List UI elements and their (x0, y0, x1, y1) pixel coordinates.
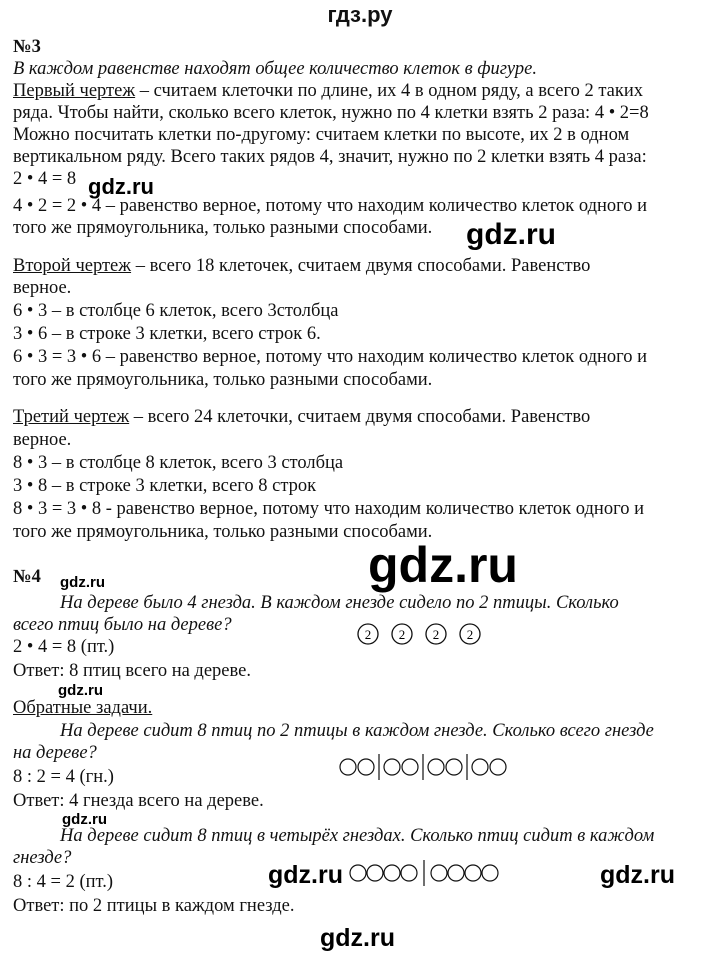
drawing3-line-2: верное. (13, 430, 72, 450)
nest-count-label: 2 (364, 627, 372, 642)
drawing1-line-4: вертикальном ряду. Всего таких рядов 4, значит, нужно по 2 клетки взять 4 раза: (13, 147, 647, 167)
problem1-equation: 2 • 4 = 8 (пт.) (13, 637, 115, 657)
task3-intro: В каждом равенстве находят общее количество клеток в фигуре. (13, 59, 537, 79)
problem3-equation: 8 : 4 = 2 (пт.) (13, 872, 113, 892)
problem2-equation: 8 : 2 = 4 (гн.) (13, 767, 114, 787)
watermark: gdz.ru (58, 682, 103, 699)
drawing1-label: Первый чертеж (13, 81, 136, 101)
watermark: gdz.ru (466, 218, 556, 251)
drawing2-label: Второй чертеж (13, 256, 132, 276)
problem2-line-2: на дереве? (13, 743, 97, 763)
drawing1-first-line (13, 80, 643, 102)
problem3-answer: Ответ: по 2 птицы в каждом гнезде. (13, 896, 295, 916)
problem1-line-1: На дереве было 4 гнезда. В каждом гнезде сидело по 2 птицы. Сколько (60, 593, 619, 613)
nest-circle (358, 624, 378, 644)
watermark: gdz.ru (268, 861, 343, 889)
nest-count-label: 2 (466, 627, 474, 642)
problem2-answer: Ответ: 4 гнезда всего на дереве. (13, 791, 264, 811)
drawing2-line-5: 6 • 3 = 3 • 6 – равенство верное, потому что находим количество клеток одного и (13, 347, 648, 367)
drawing1-line-2: ряда. Чтобы найти, сколько всего клеток, нужно по 4 клетки взять 2 раза: 4 • 2=8 (13, 103, 649, 123)
watermark: gdz.ru (320, 924, 395, 952)
nest-circle (426, 624, 446, 644)
drawing2-first-line (13, 255, 590, 277)
nests-diagram (350, 620, 490, 648)
site-title: гдз.ру (327, 2, 393, 27)
drawing2-text: – всего 18 клеточек, считаем двумя способами. Равенство (131, 256, 591, 276)
drawing2-line-3: 6 • 3 – в столбце 6 клеток, всего 3столбца (13, 301, 339, 321)
watermark: gdz.ru (60, 574, 105, 591)
drawing3-line-6: того же прямоугольника, только разными способами. (13, 522, 433, 542)
drawing1-text: – считаем клеточки по длине, их 4 в одном ряду, а всего 2 таких (135, 81, 644, 101)
nest-circle (392, 624, 412, 644)
drawing2-line-2: верное. (13, 278, 72, 298)
inverse-problems-label: Обратные задачи. (13, 698, 153, 718)
drawing1-line-3: Можно посчитать клетки по-другому: считаем клетки по высоте, их 2 в одном (13, 125, 630, 145)
watermark: gdz.ru (62, 811, 107, 828)
drawing3-first-line (13, 406, 590, 428)
watermark: gdz.ru (368, 537, 518, 593)
watermark: gdz.ru (600, 861, 675, 889)
birds-groups-diagram (348, 858, 508, 888)
drawing1-line-5: 2 • 4 = 8 (13, 169, 77, 189)
nest-count-label: 2 (398, 627, 406, 642)
birds-pairs-diagram (338, 752, 520, 782)
drawing1-line-6: 4 • 2 = 2 • 4 – равенство верное, потому что находим количество клеток одного и (13, 196, 648, 216)
drawing3-line-3: 8 • 3 – в столбце 8 клеток, всего 3 столбца (13, 453, 344, 473)
problem2-line-1: На дереве сидит 8 птиц по 2 птицы в каждом гнезде. Сколько всего гнезде (60, 721, 654, 741)
drawing2-line-6: того же прямоугольника, только разными способами. (13, 370, 433, 390)
watermark: gdz.ru (88, 174, 154, 199)
drawing3-text: – всего 24 клеточки, считаем двумя способами. Равенство (129, 407, 591, 427)
drawing3-line-5: 8 • 3 = 3 • 8 - равенство верное, потому что находим количество клеток одного и (13, 499, 644, 519)
task4-number: №4 (13, 567, 41, 587)
nest-circle (460, 624, 480, 644)
drawing1-line-7: того же прямоугольника, только разными способами. (13, 218, 433, 238)
problem1-answer: Ответ: 8 птиц всего на дереве. (13, 661, 251, 681)
problem3-line-1: На дереве сидит 8 птиц в четырёх гнездах. Сколько птиц сидит в каждом (60, 826, 655, 846)
drawing3-label: Третий чертеж (13, 407, 130, 427)
task3-number: №3 (13, 37, 41, 57)
drawing3-line-4: 3 • 8 – в строке 3 клетки, всего 8 строк (13, 476, 317, 496)
drawing2-line-4: 3 • 6 – в строке 3 клетки, всего строк 6. (13, 324, 321, 344)
problem1-line-2: всего птиц было на дереве? (13, 615, 232, 635)
problem3-line-2: гнезде? (13, 848, 72, 868)
nest-count-label: 2 (432, 627, 440, 642)
